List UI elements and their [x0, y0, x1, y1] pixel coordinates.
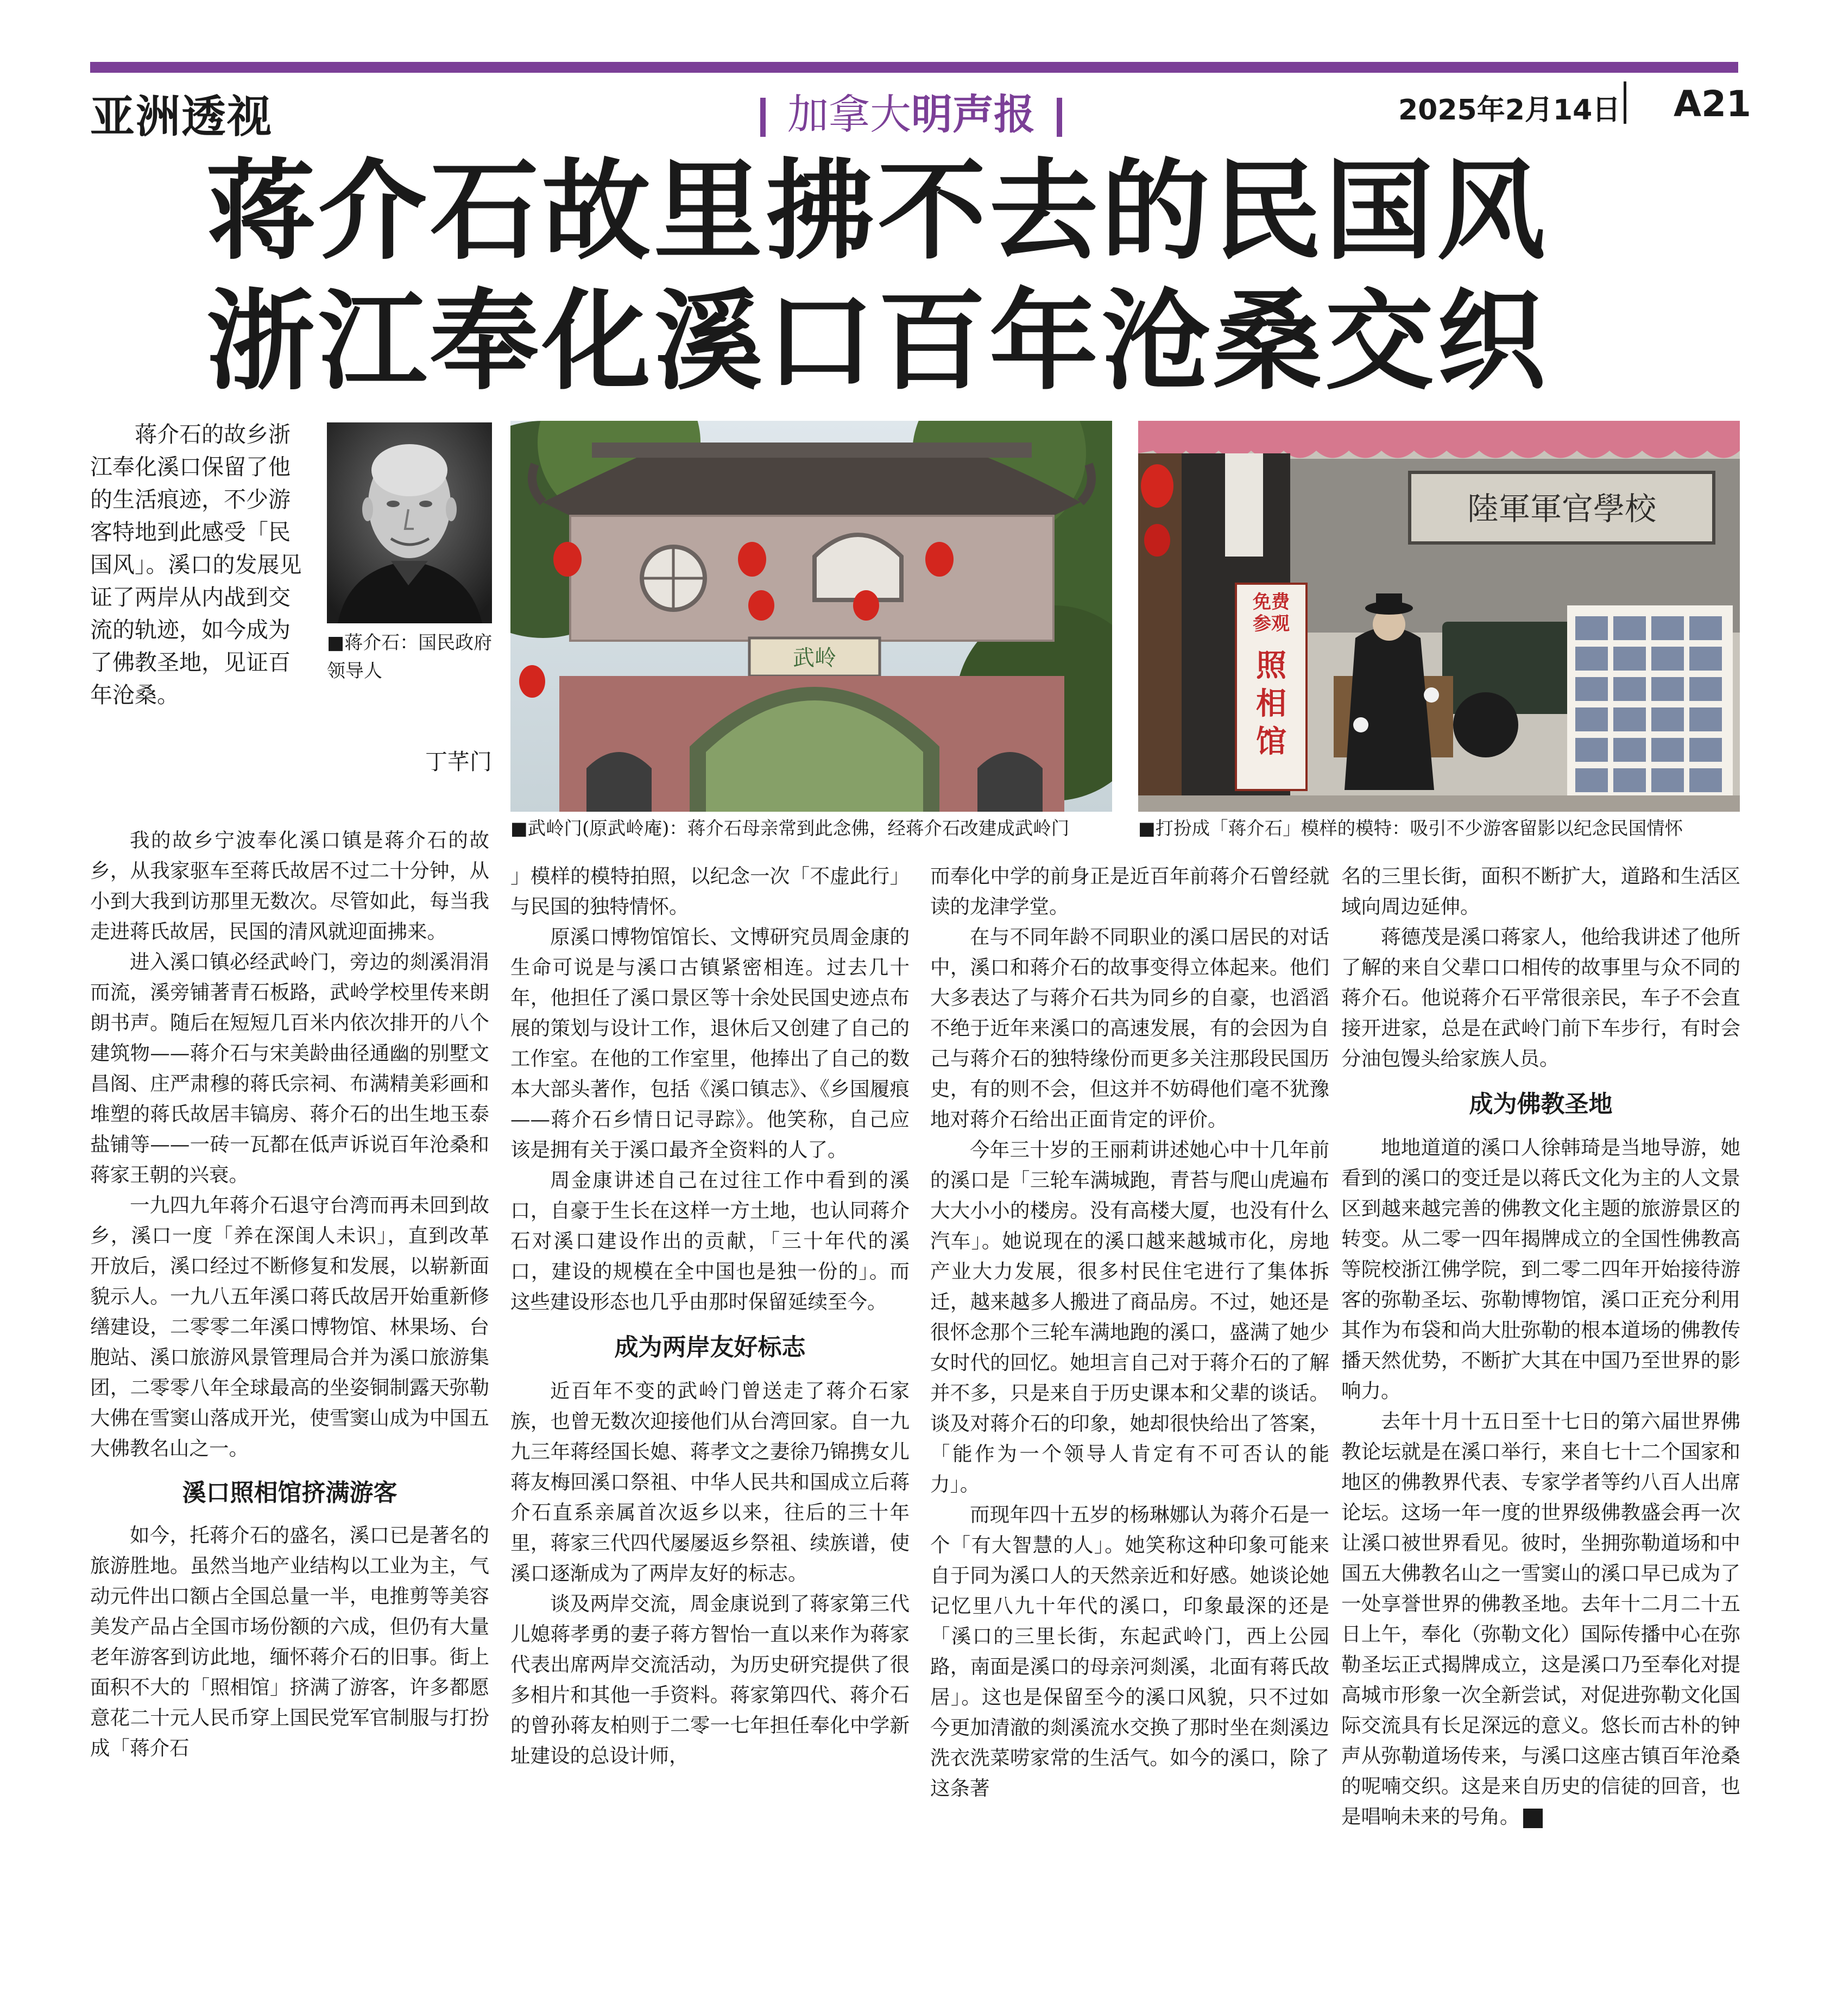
col4-paragraph: 名的三里长街，面积不断扩大，道路和生活区域向周边延伸。	[1341, 864, 1740, 918]
subheading-buddhist-site: 成为佛教圣地	[1469, 1090, 1613, 1118]
subheading-photo-studio: 溪口照相馆挤满游客	[182, 1479, 397, 1507]
subheading-cross-strait: 成为两岸友好标志	[614, 1334, 806, 1361]
svg-text:免费: 免费	[1253, 591, 1290, 613]
column-2	[510, 861, 910, 1771]
col2-paragraph: 」模样的模特拍照，以纪念一次「不虚此行」与民国的独特情怀。	[510, 864, 910, 918]
studio-photo-caption: ■打扮成「蒋介石」模样的模特：吸引不少游客留影以纪念民国情怀	[1138, 818, 1683, 839]
col3-paragraph: 而奉化中学的前身正是近百年前蒋介石曾经就读的龙津学堂。	[930, 864, 1329, 918]
brand-bar-right	[1057, 98, 1062, 137]
col3-paragraph: 在与不同年龄不同职业的溪口居民的对话中，溪口和蒋介石的故事变得立体起来。他们大多表达了与蒋介石共为同乡的自豪，也滔滔不绝于近年来溪口的高速发展，有的会因为自己与蒋介石的独特缘份而更多关注那段民国历史，有的则不会，但这并不妨碍他们毫不犹豫地对蒋介石给出正面肯定的评价。	[930, 925, 1329, 1131]
col1-paragraph: 如今，托蒋介石的盛名，溪口已是著名的旅游胜地。虽然当地产业结构以工业为主，气动元件出口额占全国总量一半，电推剪等美容美发产品占全国市场份额的六成，但仍有大量老年游客到访此地，缅怀蒋介石的旧事。街上面积不大的「照相馆」挤满了游客，许多都愿意花二十元人民币穿上国民党军官制服与打扮成「蒋介石	[90, 1524, 489, 1760]
col3-paragraph: 而现年四十五岁的杨琳娜认为蒋介石是一个「有大智慧的人」。她笑称这种印象可能来自于同为溪口人的天然亲近和好感。她谈论她记忆里八九十年代的溪口，印象最深的还是「溪口的三里长街，东起武岭门，西上公园路，南面是溪口的母亲河剡溪，北面有蒋氏故居」。这也是保留至今的溪口风貌，只不过如今更加清澈的剡溪流水交换了那时坐在剡溪边洗衣洗菜唠家常的生活气。如今的溪口，除了这条著	[930, 1503, 1329, 1800]
col2-paragraph: 谈及两岸交流，周金康说到了蒋家第三代儿媳蒋孝勇的妻子蒋方智怡一直以来作为蒋家代表出席两岸交流活动，为历史研究提供了很多相片和其他一手资料。蒋家第四代、蒋介石的曾孙蒋友柏则于二零一七年担任奉化中学新址建设的总设计师，	[510, 1592, 910, 1767]
svg-text:照: 照	[1256, 648, 1286, 684]
wuling-gate-photo	[510, 421, 1112, 812]
academy-sign-text: 陸軍軍官學校	[1467, 490, 1657, 527]
lead-author: 丁芊门	[425, 749, 492, 775]
header-divider	[1624, 81, 1626, 124]
brand-prefix: 加拿大	[787, 90, 911, 138]
svg-text:相: 相	[1256, 686, 1286, 722]
masthead-brand	[739, 81, 1084, 141]
svg-text:参观: 参观	[1253, 613, 1290, 635]
col1-paragraph: 一九四九年蒋介石退守台湾而再未回到故乡，溪口一度「养在深闺人未识」，直到改革开放后，溪口经过不断修复和发展，以崭新面貌示人。一九八五年溪口蒋氏故居开始重新修缮建设，二零零二年溪口博物馆、林果场、台胞站、溪口旅游风景管理局合并为溪口旅游集团，二零零八年全球最高的坐姿铜制露天弥勒大佛在雪窦山落成开光，使雪窦山成为中国五大佛教名山之一。	[90, 1193, 489, 1460]
portrait-caption: ■蒋介石：国民政府领导人	[327, 632, 493, 682]
col4-last-text: 去年十月十五日至十七日的第六届世界佛教论坛就是在溪口举行，来自七十二个国家和地区的佛教界代表、专家学者等约八百人出席论坛。这场一年一度的世界级佛教盛会再一次让溪口被世界看见。彼时，坐拥弥勒道场和中国五大佛教名山之一雪窦山的溪口早已成为了一处享誉世界的佛教圣地。去年十二月二十五日上午，奉化（弥勒文化）国际传播中心在弥勒圣坛正式揭牌成立，这是溪口乃至奉化对提高城市形象一次全新尝试，对促进弥勒文化国际交流具有长足深远的意义。悠长而古朴的钟声从弥勒道场传来，与溪口这座古镇百年沧桑的呢喃交织。这是来自历史的信徒的回音，也是唱响未来的号角。	[1341, 1410, 1740, 1828]
col3-paragraph: 今年三十岁的王丽莉讲述她心中十几年前的溪口是「三轮车满城跑，青苔与爬山虎遍布大大小小的楼房。没有高楼大厦，也没有什么汽车」。她说现在的溪口越来越城市化，房地产业大力发展，很多村民住宅进行了集体拆迁，越来越多人搬进了商品房。不过，她还是很怀念那个三轮车满地跑的溪口，盛满了她少女时代的回忆。她坦言自己对于蒋介石的了解并不多，只是来自于历史课本和父辈的谈话。谈及对蒋介石的印象，她却很快给出了答案，「能作为一个领导人肯定有不可否认的能力」。	[930, 1138, 1329, 1496]
headline-line-2: 浙江奉化溪口百年沧桑交织	[206, 279, 1549, 405]
gate-photo-caption: ■武岭门(原武岭庵)：蒋介石母亲常到此念佛，经蒋介石改建成武岭门	[510, 818, 1070, 839]
section-title: 亚洲透视	[90, 91, 273, 143]
col4-paragraph: 地地道道的溪口人徐韩琦是当地导游，她看到的溪口的变迁是以蒋氏文化为主的人文景区到越来越完善的佛教文化主题的旅游景区的转变。从二零一四年揭牌成立的全国性佛教高等院校浙江佛学院，到二零二四年开始接待游客的弥勒圣坛、弥勒博物馆，溪口正充分利用其作为布袋和尚大肚弥勒的根本道场的佛教传播天然优势，不断扩大其在中国乃至世界的影响力。	[1341, 1136, 1740, 1402]
col4-paragraph	[1341, 1406, 1740, 1832]
column-4	[1341, 861, 1740, 1832]
issue-date: 2025年2月14日	[1398, 94, 1621, 127]
page-number: A21	[1674, 83, 1751, 125]
brand-bar-left	[760, 98, 766, 137]
col2-paragraph: 周金康讲述自己在过往工作中看到的溪口，自豪于生长在这样一方土地，也认同蒋介石对溪口建设作出的贡献，「三十年代的溪口，建设的规模在全中国也是独一份的」。而这些建设形态也几乎由那时保留延续至今。	[510, 1168, 910, 1313]
header-rule	[90, 62, 1738, 73]
portrait-photo	[327, 422, 492, 623]
col2-paragraph: 原溪口博物馆馆长、文博研究员周金康的生命可说是与溪口古镇紧密相连。过去几十年，他担任了溪口景区等十余处民国史迹点布展的策划与设计工作，退休后又创建了自己的工作室。在他的工作室里，他捧出了自己的数本大部头著作，包括《溪口镇志》、《乡国履痕——蒋介石乡情日记寻踪》。他笑称，自己应该是拥有关于溪口最齐全资料的人了。	[510, 925, 910, 1161]
col4-paragraph: 蒋德茂是溪口蒋家人，他给我讲述了他所了解的来自父辈口口相传的故事里与众不同的蒋介石。他说蒋介石平常很亲民，车子不会直接开进家，总是在武岭门前下车步行，有时会分油包馒头给家族人员。	[1341, 925, 1740, 1070]
svg-text:馆: 馆	[1256, 724, 1286, 760]
gate-plaque-text: 武岭	[793, 646, 836, 671]
lead-text: 蒋介石的故乡浙江奉化溪口保留了他的生活痕迹，不少游客特地到此感受「民国风」。溪口的发展见证了两岸从内战到交流的轨迹，如今成为了佛教圣地，见证百年沧桑。	[90, 418, 492, 711]
column-3	[930, 861, 1329, 1804]
headline-line-1: 蒋介石故里拂不去的民国风	[206, 148, 1549, 275]
column-1	[90, 825, 489, 1764]
col1-paragraph: 我的故乡宁波奉化溪口镇是蒋介石的故乡，从我家驱车至蒋氏故居不过二十分钟，从小到大我到访那里无数次。尽管如此，每当我走进蒋氏故居，民国的清风就迎面拂来。	[90, 829, 489, 943]
brand-name: 明声报	[911, 90, 1035, 138]
studio-photo	[1138, 421, 1740, 812]
end-mark-icon	[1523, 1809, 1543, 1828]
col2-paragraph: 近百年不变的武岭门曾送走了蒋介石家族，也曾无数次迎接他们从台湾回家。自一九九三年蒋经国长媳、蒋孝文之妻徐乃锦携女儿蒋友梅回溪口祭祖、中华人民共和国成立后蒋介石直系亲属首次返乡以来，往后的三十年里，蒋家三代四代屡屡返乡祭祖、续族谱，使溪口逐渐成为了两岸友好的标志。	[510, 1379, 910, 1585]
col1-paragraph: 进入溪口镇必经武岭门，旁边的剡溪涓涓而流，溪旁铺著青石板路，武岭学校里传来朗朗书声。随后在短短几百米内依次排开的八个建筑物——蒋介石与宋美龄曲径通幽的别墅文昌阁、庄严肃穆的蒋氏宗祠、布满精美彩画和堆塑的蒋氏故居丰镐房、蒋介石的出生地玉泰盐铺等——一砖一瓦都在低声诉说百年沧桑和蒋家王朝的兴衰。	[90, 950, 489, 1186]
